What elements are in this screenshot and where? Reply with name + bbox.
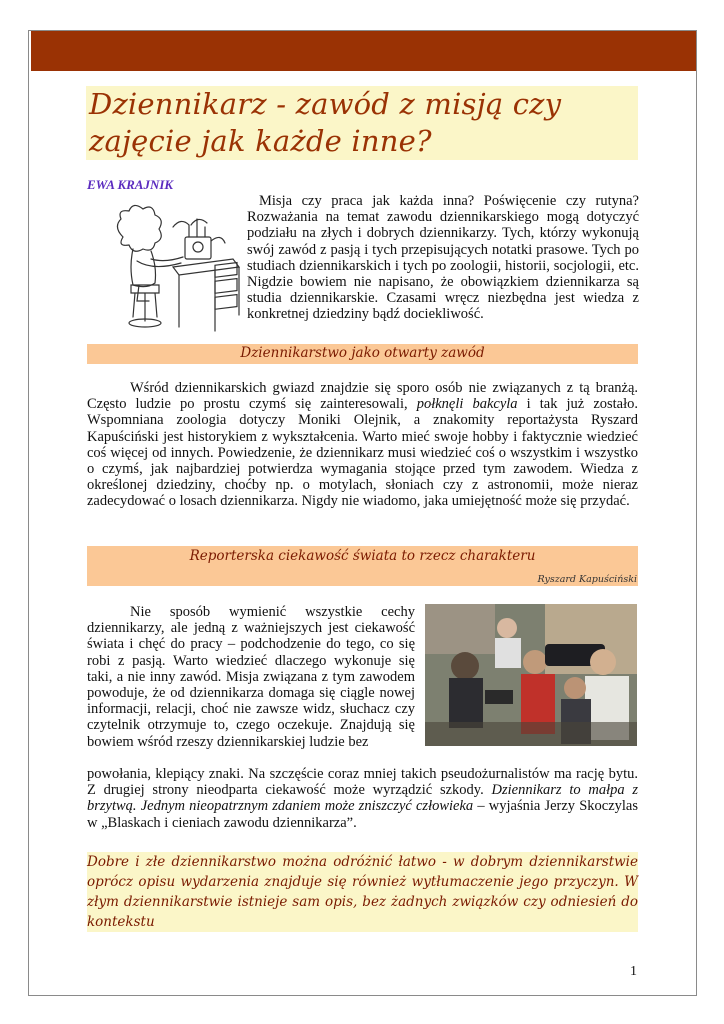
highlighted-quote: Dobre i złe dziennikarstwo można odróżnić łatwo - w dobrym dziennikarstwie oprócz opisu wydarzenia znajduje się również wytłumaczenie jego przyczyn. W złym dziennikarstwie istnieje sam opis, bez żadnych związków czy odniesień do kontekstu [87, 854, 638, 930]
section2-continuation [87, 766, 638, 831]
section1-paragraph [87, 380, 638, 510]
press-photographers-photo [425, 604, 637, 746]
section2-heading: Reporterska ciekawość świata to rzecz charakteru [189, 548, 536, 564]
section2-cont-end: – wyjaśnia Jerzy Skoczylas w „Blaskach i cieniach zawodu dziennikarza”. [87, 798, 638, 831]
section1-heading: Dziennikarstwo jako otwarty zawód [240, 345, 485, 361]
section1-text-end: i tak już zostało. Wspomniana zoologia dotyczy Moniki Olejnik, a znakomity reportażysta Ryszard Kapuściński jest historykiem z wykształcenia. Warto mieć swoje hobby i faktycznie wiedzieć coś więcej od innych. Powiedzenie, że dziennikarz musi wiedzieć coś o wszystkim i wszystko o czymś, jak najbardziej potwierdza wymagania stojące przed tym zawodem. Wiedza z określonej dziedziny, choćby np. o motylach, słoniach czy z astronomii, może nieraz zadecydować o losach dziennikarza. Nigdy nie wiadomo, jaka umiejętność może się przydać. [87, 396, 639, 510]
section1-emphasis: połknęli bakcyla [416, 396, 518, 413]
cartoon-journalist-illustration [103, 197, 243, 337]
author-name: EWA KRAJNIK [87, 177, 174, 192]
section1-text-start: Wśród dziennikarskich gwiazd znajdzie się sporo osób nie związanych z tą branżą. Często ludzie po prostu czymś się zainteresowali, [87, 380, 638, 413]
intro-paragraph: Misja czy praca jak każda inna? Poświęcenie czy rutyna? Rozważania na temat zawodu dziennikarskiego mogą dotyczyć podziału na złych i dobrych dziennikarzy. Tych, którzy wykonują swój zawód z pasją i tych przepisujących notatki prasowe. Tych po studiach dziennikarskich i tych po zoologii, historii, socjologii, etc. Nigdzie bowiem nie napisano, że obowiązkiem dziennikarza są studia dziennikarskie. Czasami wręcz niezbędna jest wiedza z konkretnej dziedziny bądź dociekliwość. [247, 193, 639, 323]
section2-cont-start: powołania, klepiący znaki. Na szczęście coraz mniej takich pseudożurnalistów ma rację bytu. Z drugiej strony nieodparta ciekawość może wyrządzić szkody. [87, 766, 638, 799]
header-bar [31, 31, 696, 71]
quote-attribution: Ryszard Kapuściński [537, 574, 637, 585]
section2-paragraph: Nie sposób wymienić wszystkie cechy dziennikarzy, ale jedną z ważniejszych jest ciekawość świata i chęć do pracy – podchodzenie do tego, co się robi z pasją. Warto wiedzieć dlaczego wykonuje się taki, a nie inny zawód. Misja związana z tym zawodem powoduje, że od dziennikarza domaga się ciągle nowej informacji, relacji, choć nie zawsze widz, słuchacz czy czytelnik otrzymuje to, czego oczekuje. Znajdują się bowiem wśród rzeszy dziennikarskiej ludzie bez [87, 604, 415, 750]
page-number: 1 [630, 964, 637, 979]
article-title: Dziennikarz - zawód z misją czy zajęcie jak każde inne? [89, 87, 562, 158]
section2-cont-emphasis: Dziennikarz to małpa z brzytwą. Jednym nieopatrznym zdaniem może zniszczyć człowieka [87, 782, 638, 815]
